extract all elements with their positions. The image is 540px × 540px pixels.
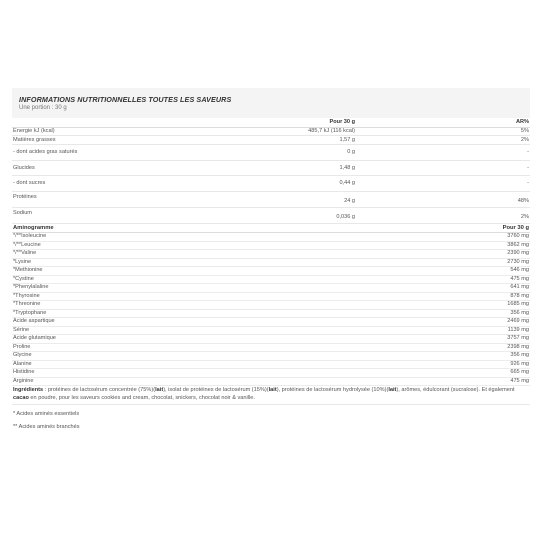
nutrition-col-portion: Pour 30 g <box>162 118 357 128</box>
aminogram-col-portion: Pour 30 g <box>412 224 530 233</box>
amino-row <box>12 267 530 276</box>
nutrition-row <box>12 145 530 161</box>
nutrition-col-label <box>12 118 162 128</box>
ingredients-part: ), protéines de lactosérum hydrolysée (10%)( <box>276 387 389 393</box>
allergen-milk: lait <box>268 387 277 393</box>
ingredient-cocoa: cacao <box>13 394 29 401</box>
amino-label: */**Valine <box>12 250 412 259</box>
ingredients-label: Ingrédients <box>13 387 44 393</box>
amino-label: */**Leucine <box>12 241 412 250</box>
amino-value: 2730 mg <box>412 258 530 267</box>
nutrition-row <box>12 176 530 192</box>
note-essential: * Acides aminés essentiels <box>13 411 80 417</box>
nutrient-ar: - <box>357 176 530 192</box>
portion-size: Une portion : 30 g <box>19 105 67 111</box>
amino-row <box>12 326 530 335</box>
amino-label: Alanine <box>12 360 412 369</box>
amino-value: 356 mg <box>412 309 530 318</box>
amino-label: Proline <box>12 343 412 352</box>
nutrient-label: - dont acides gras saturés <box>12 145 162 161</box>
panel-header <box>12 88 530 118</box>
amino-value: 2390 mg <box>412 250 530 259</box>
amino-row <box>12 318 530 327</box>
amino-value: 665 mg <box>412 369 530 378</box>
nutrition-table <box>12 118 530 224</box>
allergen-milk: lait <box>388 387 397 393</box>
amino-row <box>12 233 530 242</box>
amino-row <box>12 377 530 386</box>
amino-row <box>12 360 530 369</box>
aminogram-title: Aminogramme <box>12 224 412 233</box>
amino-label: Acide glutamique <box>12 335 412 344</box>
nutrient-label: Energie kJ (kcal) <box>12 128 162 136</box>
nutrition-header-row <box>12 118 530 128</box>
ingredients-part: ), arômes, édulcorant (sucralose). Et également <box>396 387 515 393</box>
amino-row <box>12 292 530 301</box>
note-branched: ** Acides aminés branchés <box>13 424 80 430</box>
amino-value: 878 mg <box>412 292 530 301</box>
amino-label: Histidine <box>12 369 412 378</box>
amino-row <box>12 352 530 361</box>
amino-label: *Thyrosine <box>12 292 412 301</box>
aminogram-header-row <box>12 224 530 233</box>
nutrient-ar: 5% <box>357 128 530 136</box>
amino-value: 641 mg <box>412 284 530 293</box>
amino-value: 926 mg <box>412 360 530 369</box>
nutrient-value: 1,48 g <box>162 161 357 176</box>
aminogram-table <box>12 224 530 386</box>
nutrition-panel <box>12 88 530 460</box>
nutrient-label: Glucides <box>12 161 162 176</box>
nutrient-ar: 2% <box>357 136 530 145</box>
nutrition-row <box>12 192 530 208</box>
nutrient-ar: 48% <box>357 192 530 208</box>
nutrient-value: 24 g <box>162 192 357 208</box>
nutrient-value: 485,7 kJ (116 kcal) <box>162 128 357 136</box>
panel-title: INFORMATIONS NUTRITIONNELLES TOUTES LES SAVEURS <box>19 95 232 104</box>
nutrient-value: 0 g <box>162 145 357 161</box>
nutrient-value: 0,44 g <box>162 176 357 192</box>
amino-value: 546 mg <box>412 267 530 276</box>
amino-value: 356 mg <box>412 352 530 361</box>
amino-row <box>12 369 530 378</box>
amino-value: 1685 mg <box>412 301 530 310</box>
amino-label: Arginine <box>12 377 412 386</box>
amino-row <box>12 284 530 293</box>
allergen-milk: lait <box>155 387 164 393</box>
amino-label: *Cystine <box>12 275 412 284</box>
nutrient-value: 1,57 g <box>162 136 357 145</box>
nutrition-row <box>12 208 530 224</box>
nutrition-col-ar: AR% <box>357 118 530 128</box>
amino-label: *Lysine <box>12 258 412 267</box>
amino-value: 475 mg <box>412 377 530 386</box>
nutrition-row <box>12 128 530 136</box>
nutrient-value: 0,036 g <box>162 208 357 224</box>
nutrient-label: - dont sucres <box>12 176 162 192</box>
amino-row <box>12 258 530 267</box>
amino-value: 3757 mg <box>412 335 530 344</box>
nutrient-ar: - <box>357 161 530 176</box>
amino-label: */**Isoleucine <box>12 233 412 242</box>
amino-label: Glycine <box>12 352 412 361</box>
amino-row <box>12 343 530 352</box>
amino-row <box>12 335 530 344</box>
amino-label: *Phenylalaline <box>12 284 412 293</box>
ingredients-text <box>12 386 530 405</box>
ingredients-part: : protéines de lactosérum concentrée (75%)( <box>43 387 156 393</box>
amino-row <box>12 309 530 318</box>
amino-label: *Tryptophane <box>12 309 412 318</box>
amino-value: 2469 mg <box>412 318 530 327</box>
amino-value: 475 mg <box>412 275 530 284</box>
amino-label: Acide aspartique <box>12 318 412 327</box>
amino-row <box>12 301 530 310</box>
amino-value: 1139 mg <box>412 326 530 335</box>
amino-value: 3862 mg <box>412 241 530 250</box>
nutrient-label: Matières grasses <box>12 136 162 145</box>
nutrition-row <box>12 161 530 176</box>
ingredients-part: ), isolat de protéines de lactosérum (15%)( <box>163 387 269 393</box>
amino-label: *Threonine <box>12 301 412 310</box>
nutrient-label: Protéines <box>12 192 162 208</box>
ingredients-part: en poudre, pour les saveurs cookies and cream, chocolat, snickers, chocolat noir & vanille. <box>28 394 255 401</box>
nutrient-label: Sodium <box>12 208 162 224</box>
nutrient-ar: 2% <box>357 208 530 224</box>
amino-label: *Methionine <box>12 267 412 276</box>
amino-label: Sérine <box>12 326 412 335</box>
amino-value: 2398 mg <box>412 343 530 352</box>
amino-value: 3760 mg <box>412 233 530 242</box>
amino-row <box>12 241 530 250</box>
nutrient-ar: - <box>357 145 530 161</box>
amino-row <box>12 275 530 284</box>
amino-row <box>12 250 530 259</box>
nutrition-row <box>12 136 530 145</box>
